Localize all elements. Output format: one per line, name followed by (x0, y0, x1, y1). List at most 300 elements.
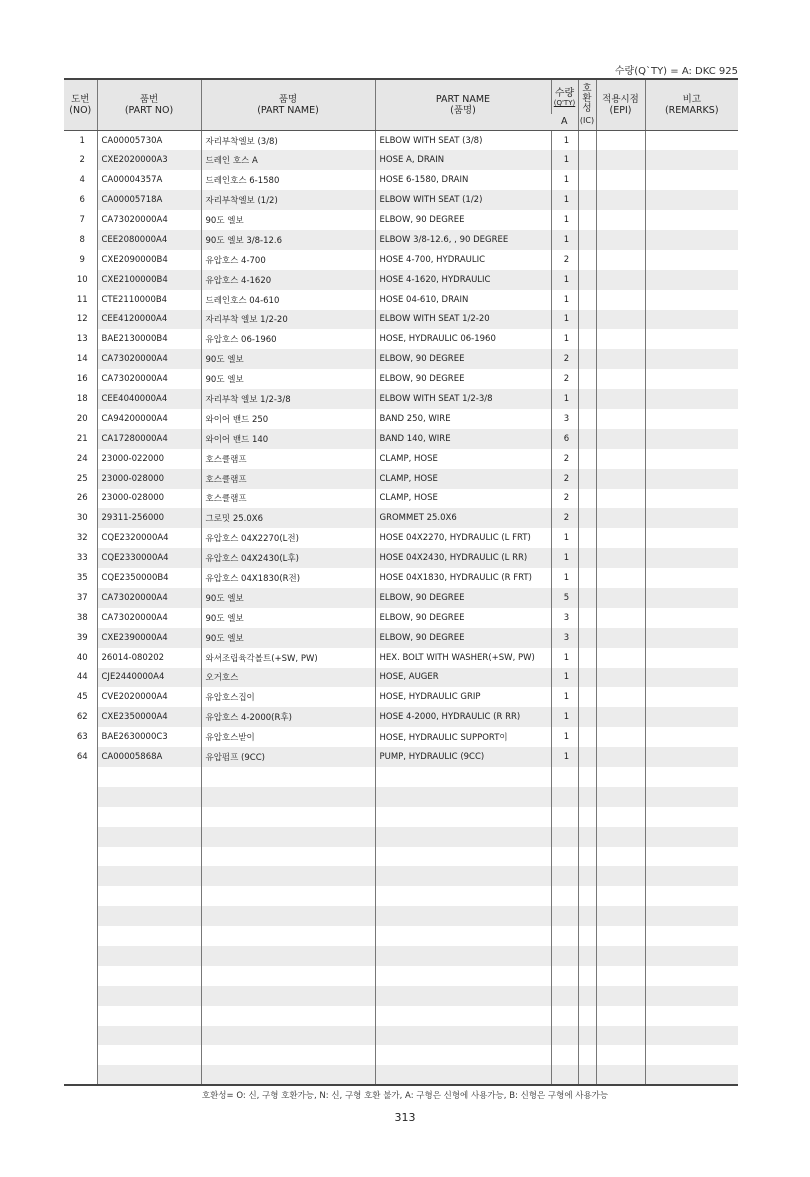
row-remarks (645, 429, 738, 449)
row-part-no (97, 767, 201, 787)
row-part-name-ko: 90도 엘보 (201, 628, 375, 648)
header-part-name-ko: 품명 (PART NAME) (201, 79, 375, 131)
row-qty: 1 (551, 648, 578, 668)
row-ic (578, 687, 596, 707)
row-part-no: CEE4040000A4 (97, 389, 201, 409)
row-part-no: CQE2320000A4 (97, 528, 201, 548)
row-no: 37 (64, 588, 97, 608)
row-no: 63 (76, 732, 88, 743)
row-part-no: CA00005718A (97, 190, 201, 210)
row-remarks (645, 489, 738, 509)
row-no (64, 807, 97, 827)
table-row (64, 707, 738, 727)
row-part-no: CXE2100000B4 (97, 270, 201, 290)
row-qty: 2 (551, 349, 578, 369)
row-epi (596, 508, 645, 528)
row-part-name-en: ELBOW WITH SEAT 1/2-3/8 (375, 389, 551, 409)
row-ic (578, 170, 596, 190)
row-qty: 1 (551, 707, 578, 727)
row-no (64, 926, 97, 946)
row-qty (551, 906, 578, 926)
row-epi (596, 131, 645, 151)
row-qty: 1 (551, 668, 578, 688)
row-ic (578, 469, 596, 489)
row-part-name-ko: 호스클램프 (201, 469, 375, 489)
table-row (64, 150, 738, 170)
row-remarks (645, 787, 738, 807)
row-part-no: CQE2350000B4 (97, 568, 201, 588)
row-no: 14 (64, 349, 97, 369)
table-row (64, 210, 738, 230)
row-part-name-ko (201, 847, 375, 867)
row-part-name-en (375, 767, 551, 787)
row-part-no (97, 847, 201, 867)
row-epi (596, 767, 645, 787)
table-row (64, 966, 738, 986)
table-row (64, 508, 738, 528)
row-ic (578, 767, 596, 787)
row-qty (551, 827, 578, 847)
row-no: 38 (76, 612, 88, 623)
row-part-no: CXE2020000A3 (97, 150, 201, 170)
table-row (64, 190, 738, 210)
row-remarks (645, 926, 738, 946)
header-ic: 호환성 (IC) (578, 79, 596, 131)
table-row (64, 886, 738, 906)
row-remarks (645, 548, 738, 568)
row-qty (551, 1026, 578, 1046)
row-remarks (645, 150, 738, 170)
row-remarks (645, 747, 738, 767)
table-row (64, 946, 738, 966)
table-row (64, 668, 738, 688)
row-remarks (645, 528, 738, 548)
row-no: 2 (64, 150, 97, 170)
row-part-name-en (375, 787, 551, 807)
row-no (64, 827, 97, 847)
row-part-name-ko: 90도 엘보 (201, 349, 375, 369)
row-ic (578, 190, 596, 210)
row-no: 35 (76, 573, 88, 584)
row-no (64, 847, 97, 867)
row-part-name-ko (201, 807, 375, 827)
header-qty: 수량 (Q'TY) (551, 79, 578, 114)
row-epi (596, 807, 645, 827)
table-row (64, 1045, 738, 1065)
row-ic (578, 548, 596, 568)
row-no: 25 (64, 469, 97, 489)
row-qty: 1 (551, 170, 578, 190)
row-qty (551, 1065, 578, 1085)
row-remarks (645, 687, 738, 707)
row-part-no: CVE2020000A4 (97, 687, 201, 707)
table-row (64, 926, 738, 946)
table-row (64, 847, 738, 867)
row-part-name-ko: 드레인 호스 A (201, 150, 375, 170)
row-epi (596, 747, 645, 767)
row-no: 62 (64, 707, 97, 727)
table-row (64, 270, 738, 290)
row-ic (578, 926, 596, 946)
row-ic (578, 906, 596, 926)
row-part-name-en: PUMP, HYDRAULIC (9CC) (375, 747, 551, 767)
table-row (64, 528, 738, 548)
row-part-name-ko: 90도 엘보 (201, 369, 375, 389)
row-part-name-ko: 자리부착엘보 (1/2) (201, 190, 375, 210)
row-no: 11 (76, 294, 88, 305)
row-part-name-ko: 유압호스 4-1620 (201, 270, 375, 290)
row-remarks (645, 329, 738, 349)
row-qty: 3 (551, 608, 578, 628)
row-ic (578, 250, 596, 270)
row-no: 21 (64, 429, 97, 449)
row-remarks (645, 966, 738, 986)
row-part-name-ko (201, 767, 375, 787)
table-row (64, 369, 738, 389)
table-row (64, 429, 738, 449)
row-remarks (645, 508, 738, 528)
row-part-name-ko (201, 866, 375, 886)
row-no (64, 986, 97, 1006)
row-qty: 1 (551, 389, 578, 409)
row-qty: 5 (551, 588, 578, 608)
row-ic (578, 668, 596, 688)
row-epi (596, 787, 645, 807)
row-epi (596, 668, 645, 688)
row-epi (596, 449, 645, 469)
row-part-name-ko: 유압호스 04X2430(L후) (201, 548, 375, 568)
row-ic (578, 409, 596, 429)
row-part-no: CA00004357A (97, 170, 201, 190)
row-qty: 2 (551, 369, 578, 389)
row-remarks (645, 389, 738, 409)
table-row (64, 290, 738, 310)
row-ic (578, 290, 596, 310)
row-ic (578, 449, 596, 469)
row-part-name-en: ELBOW, 90 DEGREE (375, 210, 551, 230)
row-epi (596, 966, 645, 986)
row-remarks (645, 1065, 738, 1085)
row-remarks (645, 310, 738, 330)
row-ic (578, 946, 596, 966)
row-part-name-ko (201, 926, 375, 946)
table-row (64, 628, 738, 648)
row-part-no: 23000-022000 (97, 449, 201, 469)
row-qty: 1 (551, 747, 578, 767)
row-ic (578, 230, 596, 250)
row-part-name-ko: 90도 엘보 (201, 588, 375, 608)
row-epi (596, 608, 645, 628)
row-epi (596, 270, 645, 290)
table-row (64, 409, 738, 429)
row-qty: 2 (551, 449, 578, 469)
row-part-name-ko (201, 787, 375, 807)
row-part-name-en: ELBOW, 90 DEGREE (375, 349, 551, 369)
row-epi (596, 906, 645, 926)
row-epi (596, 1026, 645, 1046)
table-row (64, 131, 738, 151)
row-part-name-ko: 유압호스 04X2270(L전) (201, 528, 375, 548)
row-part-name-en: HOSE 04X2270, HYDRAULIC (L FRT) (375, 528, 551, 548)
row-epi (596, 349, 645, 369)
row-no: 33 (64, 548, 97, 568)
row-part-no (97, 827, 201, 847)
row-ic (578, 747, 596, 767)
row-part-no: CEE2080000A4 (97, 230, 201, 250)
row-epi (596, 847, 645, 867)
row-ic (578, 727, 596, 747)
row-remarks (645, 608, 738, 628)
row-qty: 1 (551, 528, 578, 548)
row-epi (596, 687, 645, 707)
row-no: 7 (79, 215, 85, 225)
row-part-name-en: HEX. BOLT WITH WASHER(+SW, PW) (375, 648, 551, 668)
table-row (64, 469, 738, 489)
row-part-name-ko: 호스클램프 (201, 449, 375, 469)
row-part-name-ko: 자리부착엘보 (3/8) (201, 131, 375, 151)
row-qty: 1 (551, 230, 578, 250)
row-remarks (645, 210, 738, 230)
row-part-name-en: ELBOW, 90 DEGREE (375, 369, 551, 389)
row-remarks (645, 866, 738, 886)
row-part-name-en: ELBOW, 90 DEGREE (375, 628, 551, 648)
row-part-name-en: HOSE 04X2430, HYDRAULIC (L RR) (375, 548, 551, 568)
row-remarks (645, 369, 738, 389)
row-part-name-en (375, 1026, 551, 1046)
table-row (64, 449, 738, 469)
row-part-name-en (375, 966, 551, 986)
row-part-no: CXE2350000A4 (97, 707, 201, 727)
table-row (64, 568, 738, 588)
row-ic (578, 210, 596, 230)
row-no: 1 (79, 135, 85, 146)
row-ic (578, 489, 596, 509)
row-part-name-ko (201, 1045, 375, 1065)
row-part-no: CXE2390000A4 (97, 628, 201, 648)
table-row (64, 349, 738, 369)
row-no: 39 (64, 628, 97, 648)
header-no: 도번 (NO) (64, 79, 97, 131)
row-ic (578, 270, 596, 290)
row-ic (578, 648, 596, 668)
page-number: 313 (394, 1111, 416, 1124)
row-part-no: BAE2130000B4 (97, 329, 201, 349)
row-part-no (97, 807, 201, 827)
row-epi (596, 230, 645, 250)
table-row (64, 787, 738, 807)
row-part-name-ko: 그로밋 25.0X6 (201, 508, 375, 528)
row-remarks (645, 946, 738, 966)
row-part-name-ko (201, 1006, 375, 1026)
row-part-name-en: CLAMP, HOSE (375, 469, 551, 489)
row-remarks (645, 250, 738, 270)
row-qty: 1 (551, 568, 578, 588)
row-part-name-ko: 90도 엘보 3/8-12.6 (201, 230, 375, 250)
row-part-name-en (375, 1065, 551, 1085)
row-remarks (645, 847, 738, 867)
row-qty: 1 (551, 310, 578, 330)
row-ic (578, 389, 596, 409)
row-no (64, 946, 97, 966)
table-row (64, 389, 738, 409)
row-qty (551, 966, 578, 986)
row-remarks (645, 1045, 738, 1065)
row-part-name-ko: 와이어 밴드 140 (201, 429, 375, 449)
row-qty (551, 926, 578, 946)
row-ic (578, 429, 596, 449)
table-row (64, 687, 738, 707)
row-part-no (97, 1026, 201, 1046)
row-remarks (645, 1026, 738, 1046)
row-ic (578, 986, 596, 1006)
row-part-name-en: HOSE, HYDRAULIC SUPPORT이 (375, 727, 551, 747)
row-ic (578, 608, 596, 628)
row-no (64, 1065, 97, 1085)
row-no: 44 (64, 668, 97, 688)
row-part-name-en (375, 847, 551, 867)
row-part-name-ko: 90도 엘보 (201, 210, 375, 230)
row-remarks (645, 628, 738, 648)
row-epi (596, 369, 645, 389)
row-remarks (645, 131, 738, 151)
row-qty (551, 847, 578, 867)
table-row (64, 648, 738, 668)
row-part-name-en (375, 807, 551, 827)
row-epi (596, 409, 645, 429)
row-remarks (645, 986, 738, 1006)
table-row (64, 170, 738, 190)
row-no (64, 767, 97, 787)
row-part-no: CXE2090000B4 (97, 250, 201, 270)
row-part-no: 29311-256000 (97, 508, 201, 528)
row-part-name-ko: 유압펌프 (9CC) (201, 747, 375, 767)
row-part-no: CQE2330000A4 (97, 548, 201, 568)
row-remarks (645, 230, 738, 250)
row-part-name-en: CLAMP, HOSE (375, 489, 551, 509)
row-part-name-en: HOSE, HYDRAULIC GRIP (375, 687, 551, 707)
row-epi (596, 150, 645, 170)
row-remarks (645, 807, 738, 827)
row-part-name-ko (201, 827, 375, 847)
row-qty (551, 946, 578, 966)
row-part-no: CA17280000A4 (97, 429, 201, 449)
row-part-name-ko: 호스클램프 (201, 489, 375, 509)
row-no: 18 (64, 389, 97, 409)
row-part-name-ko: 드레인호스 6-1580 (201, 170, 375, 190)
row-qty (551, 767, 578, 787)
row-qty (551, 807, 578, 827)
row-part-name-ko: 유압호스받이 (201, 727, 375, 747)
row-remarks (645, 1006, 738, 1026)
row-part-name-ko: 유압호스 06-1960 (201, 329, 375, 349)
row-part-name-ko: 자리부착 엘보 1/2-3/8 (201, 389, 375, 409)
row-part-no: CA73020000A4 (97, 369, 201, 389)
row-remarks (645, 190, 738, 210)
row-qty: 2 (551, 489, 578, 509)
row-qty: 1 (551, 210, 578, 230)
row-ic (578, 707, 596, 727)
row-part-no: CA94200000A4 (97, 409, 201, 429)
row-part-no: CA73020000A4 (97, 608, 201, 628)
row-part-no: CA73020000A4 (97, 588, 201, 608)
row-part-no (97, 886, 201, 906)
row-epi (596, 648, 645, 668)
row-part-no: 23000-028000 (97, 489, 201, 509)
row-ic (578, 131, 596, 151)
row-no: 40 (76, 652, 88, 663)
table-row (64, 250, 738, 270)
row-no: 16 (76, 374, 88, 385)
row-no (64, 906, 97, 926)
row-qty: 1 (551, 727, 578, 747)
row-no: 26 (76, 493, 88, 504)
row-no: 12 (64, 310, 97, 330)
row-qty: 1 (551, 329, 578, 349)
row-no: 6 (64, 190, 97, 210)
row-part-name-en: ELBOW WITH SEAT (1/2) (375, 190, 551, 210)
row-no: 13 (76, 334, 88, 345)
row-ic (578, 866, 596, 886)
row-epi (596, 588, 645, 608)
compatibility-footnote: 호환성= O: 신, 구형 호환가능, N: 신, 구형 호환 불가, A: 구형은 신형에 사용가능, B: 신형은 구형에 사용가능 (201, 1091, 609, 1101)
row-qty (551, 886, 578, 906)
row-part-name-en: HOSE, AUGER (375, 668, 551, 688)
row-part-name-en (375, 866, 551, 886)
row-part-no: CJE2440000A4 (97, 668, 201, 688)
row-no: 10 (64, 270, 97, 290)
row-part-name-ko: 유압호스 04X1830(R전) (201, 568, 375, 588)
row-remarks (645, 290, 738, 310)
row-ic (578, 329, 596, 349)
row-qty: 1 (551, 687, 578, 707)
row-qty: 2 (551, 469, 578, 489)
row-part-name-ko (201, 906, 375, 926)
row-qty: 1 (551, 131, 578, 151)
row-no (64, 886, 97, 906)
row-no: 20 (76, 413, 88, 424)
parts-table-body (64, 131, 738, 1086)
row-qty (551, 866, 578, 886)
row-epi (596, 389, 645, 409)
row-part-name-ko: 자리부착 엘보 1/2-20 (201, 310, 375, 330)
row-part-name-en: ELBOW 3/8-12.6, , 90 DEGREE (375, 230, 551, 250)
row-ic (578, 150, 596, 170)
row-epi (596, 310, 645, 330)
row-ic (578, 827, 596, 847)
row-part-name-en (375, 1006, 551, 1026)
row-part-no: 26014-080202 (97, 648, 201, 668)
row-remarks (645, 707, 738, 727)
row-ic (578, 787, 596, 807)
row-qty: 6 (551, 429, 578, 449)
table-row (64, 329, 738, 349)
row-ic (578, 568, 596, 588)
table-row (64, 747, 738, 767)
row-no (64, 1045, 97, 1065)
row-ic (578, 628, 596, 648)
row-qty: 1 (551, 548, 578, 568)
row-part-name-en: HOSE 4-1620, HYDRAULIC (375, 270, 551, 290)
row-epi (596, 568, 645, 588)
row-ic (578, 1065, 596, 1085)
row-ic (578, 966, 596, 986)
row-remarks (645, 409, 738, 429)
row-remarks (645, 170, 738, 190)
row-part-name-en (375, 926, 551, 946)
row-epi (596, 727, 645, 747)
row-epi (596, 886, 645, 906)
row-no (64, 787, 97, 807)
